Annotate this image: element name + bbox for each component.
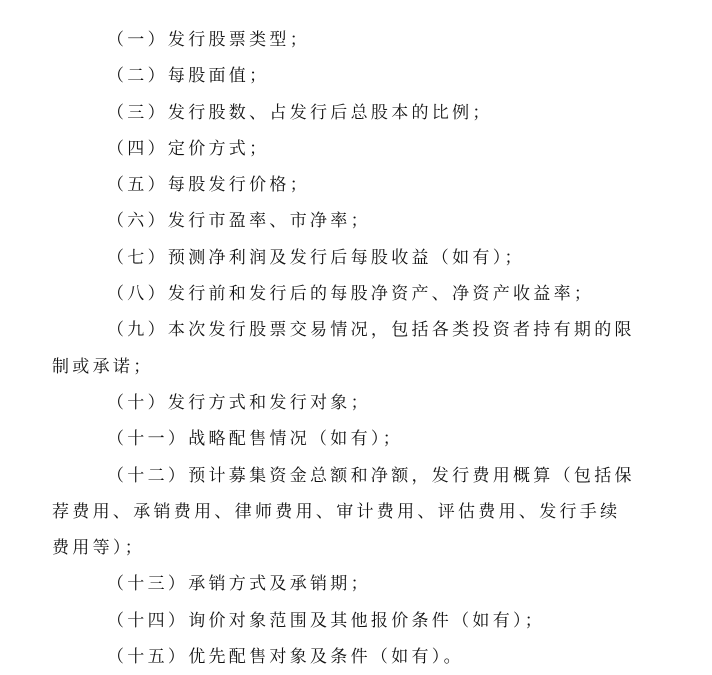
list-item bbox=[52, 312, 641, 385]
list-item-line: 费用等）； bbox=[52, 538, 145, 559]
list-item: （十一）战略配售情况（如有）； bbox=[107, 429, 403, 450]
list-item: （四）定价方式； bbox=[107, 138, 270, 159]
list-item: （十四）询价对象范围及其他报价条件（如有）； bbox=[107, 610, 546, 631]
list-item: （六）发行市盈率、市净率； bbox=[107, 211, 371, 232]
disclosure-item-list bbox=[52, 22, 641, 675]
list-item: （十）发行方式和发行对象； bbox=[107, 392, 371, 413]
list-item: （十五）优先配售对象及条件（如有）。 bbox=[107, 647, 464, 668]
list-item: （五）每股发行价格； bbox=[107, 175, 310, 196]
list-item: （七）预测净利润及发行后每股收益（如有）； bbox=[107, 247, 525, 268]
list-item: （三）发行股数、占发行后总股本的比例； bbox=[107, 102, 493, 123]
list-item-line: （十二）预计募集资金总额和净额，发行费用概算（包括保 bbox=[107, 465, 635, 486]
list-item-line: （九）本次发行股票交易情况，包括各类投资者持有期的限 bbox=[107, 320, 635, 341]
list-item: （八）发行前和发行后的每股净资产、净资产收益率； bbox=[107, 284, 595, 305]
list-item: （十三）承销方式及承销期； bbox=[107, 574, 371, 595]
list-item-line: 制或承诺； bbox=[52, 356, 154, 377]
list-item: （一）发行股票类型； bbox=[107, 30, 310, 50]
list-item: （二）每股面值； bbox=[107, 66, 270, 87]
list-item-line: 荐费用、承销费用、律师费用、审计费用、评估费用、发行手续 bbox=[52, 501, 621, 522]
list-item bbox=[52, 458, 641, 567]
